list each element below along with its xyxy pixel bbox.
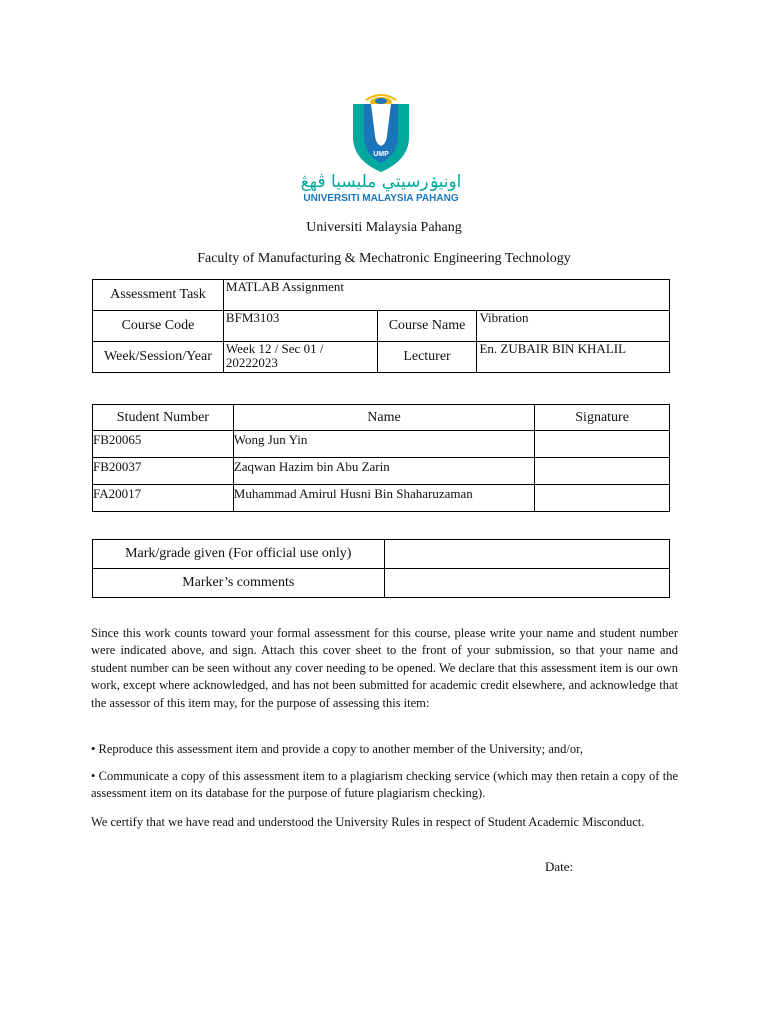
marking-table bbox=[92, 539, 670, 598]
week-session-value bbox=[223, 342, 377, 373]
table-row bbox=[93, 485, 670, 512]
student-signature[interactable] bbox=[535, 431, 670, 458]
course-name-value: Vibration bbox=[477, 311, 670, 342]
week-session-line1: Week 12 / Sec 01 / bbox=[225, 341, 324, 356]
table-row bbox=[93, 458, 670, 485]
assessment-task-value: MATLAB Assignment bbox=[223, 280, 669, 311]
grade-label: Mark/grade given (For official use only) bbox=[93, 540, 385, 569]
student-name: Wong Jun Yin bbox=[233, 431, 534, 458]
logo-university-text: UNIVERSITI MALAYSIA PAHANG bbox=[303, 193, 459, 204]
week-session-label: Week/Session/Year bbox=[93, 342, 224, 373]
comments-label: Marker’s comments bbox=[93, 569, 385, 598]
certification-paragraph: We certify that we have read and understood the University Rules in respect of Student Academic Misconduct. bbox=[91, 815, 645, 829]
comments-value[interactable] bbox=[384, 569, 669, 598]
university-name: Universiti Malaysia Pahang bbox=[306, 220, 462, 235]
grade-value[interactable] bbox=[384, 540, 669, 569]
student-number: FB20065 bbox=[93, 431, 234, 458]
students-header-row bbox=[93, 405, 670, 431]
logo-shield-icon bbox=[353, 104, 409, 172]
student-signature[interactable] bbox=[535, 458, 670, 485]
declaration-bullet-reproduce: • Reproduce this assessment item and provide a copy to another member of the University; and/or, bbox=[91, 742, 583, 756]
header-name: Name bbox=[233, 405, 534, 431]
student-number: FA20017 bbox=[93, 485, 234, 512]
header-signature: Signature bbox=[535, 405, 670, 431]
student-name: Muhammad Amirul Husni Bin Shaharuzaman bbox=[233, 485, 534, 512]
header-student-number: Student Number bbox=[93, 405, 234, 431]
course-name-label: Course Name bbox=[377, 311, 477, 342]
assessment-task-row bbox=[93, 280, 670, 311]
date-label: Date: bbox=[545, 859, 574, 874]
course-code-label: Course Code bbox=[93, 311, 224, 342]
course-code-value: BFM3103 bbox=[223, 311, 377, 342]
week-session-line2: 20222023 bbox=[225, 355, 278, 370]
declaration-paragraph: Since this work counts toward your formal assessment for this course, please write your name and student number were indicated above, and sign. Attach this cover sheet to the front of your submission, so that your name and student number can be seen without any cover needing to be opened. We declare that this assessment item is our own work, except where acknowledged, and has not been submitted for academic credit elsewhere, and acknowledge that the assessor of this item may, for the purpose of assessing this item: bbox=[91, 626, 678, 710]
student-signature[interactable] bbox=[535, 485, 670, 512]
declaration-bullet-communicate: • Communicate a copy of this assessment item to a plagiarism checking service (which may then retain a copy of the assessment item on its database for the purpose of future plagiarism checking). bbox=[91, 769, 678, 801]
lecturer-value: En. ZUBAIR BIN KHALIL bbox=[477, 342, 670, 373]
student-number: FB20037 bbox=[93, 458, 234, 485]
faculty-name: Faculty of Manufacturing & Mechatronic Engineering Technology bbox=[197, 251, 571, 266]
grade-row bbox=[93, 540, 670, 569]
assessment-task-label: Assessment Task bbox=[93, 280, 224, 311]
student-name: Zaqwan Hazim bin Abu Zarin bbox=[233, 458, 534, 485]
week-session-row bbox=[93, 342, 670, 373]
course-code-row bbox=[93, 311, 670, 342]
students-table bbox=[92, 404, 670, 512]
course-info-table bbox=[92, 279, 670, 373]
lecturer-label: Lecturer bbox=[377, 342, 477, 373]
table-row bbox=[93, 431, 670, 458]
logo-badge-text: UMP bbox=[373, 151, 389, 158]
logo-arabic-text: اونيۏرسيتي مليسيا ڤهڠ bbox=[300, 172, 462, 192]
comments-row bbox=[93, 569, 670, 598]
university-logo bbox=[0, 92, 768, 212]
